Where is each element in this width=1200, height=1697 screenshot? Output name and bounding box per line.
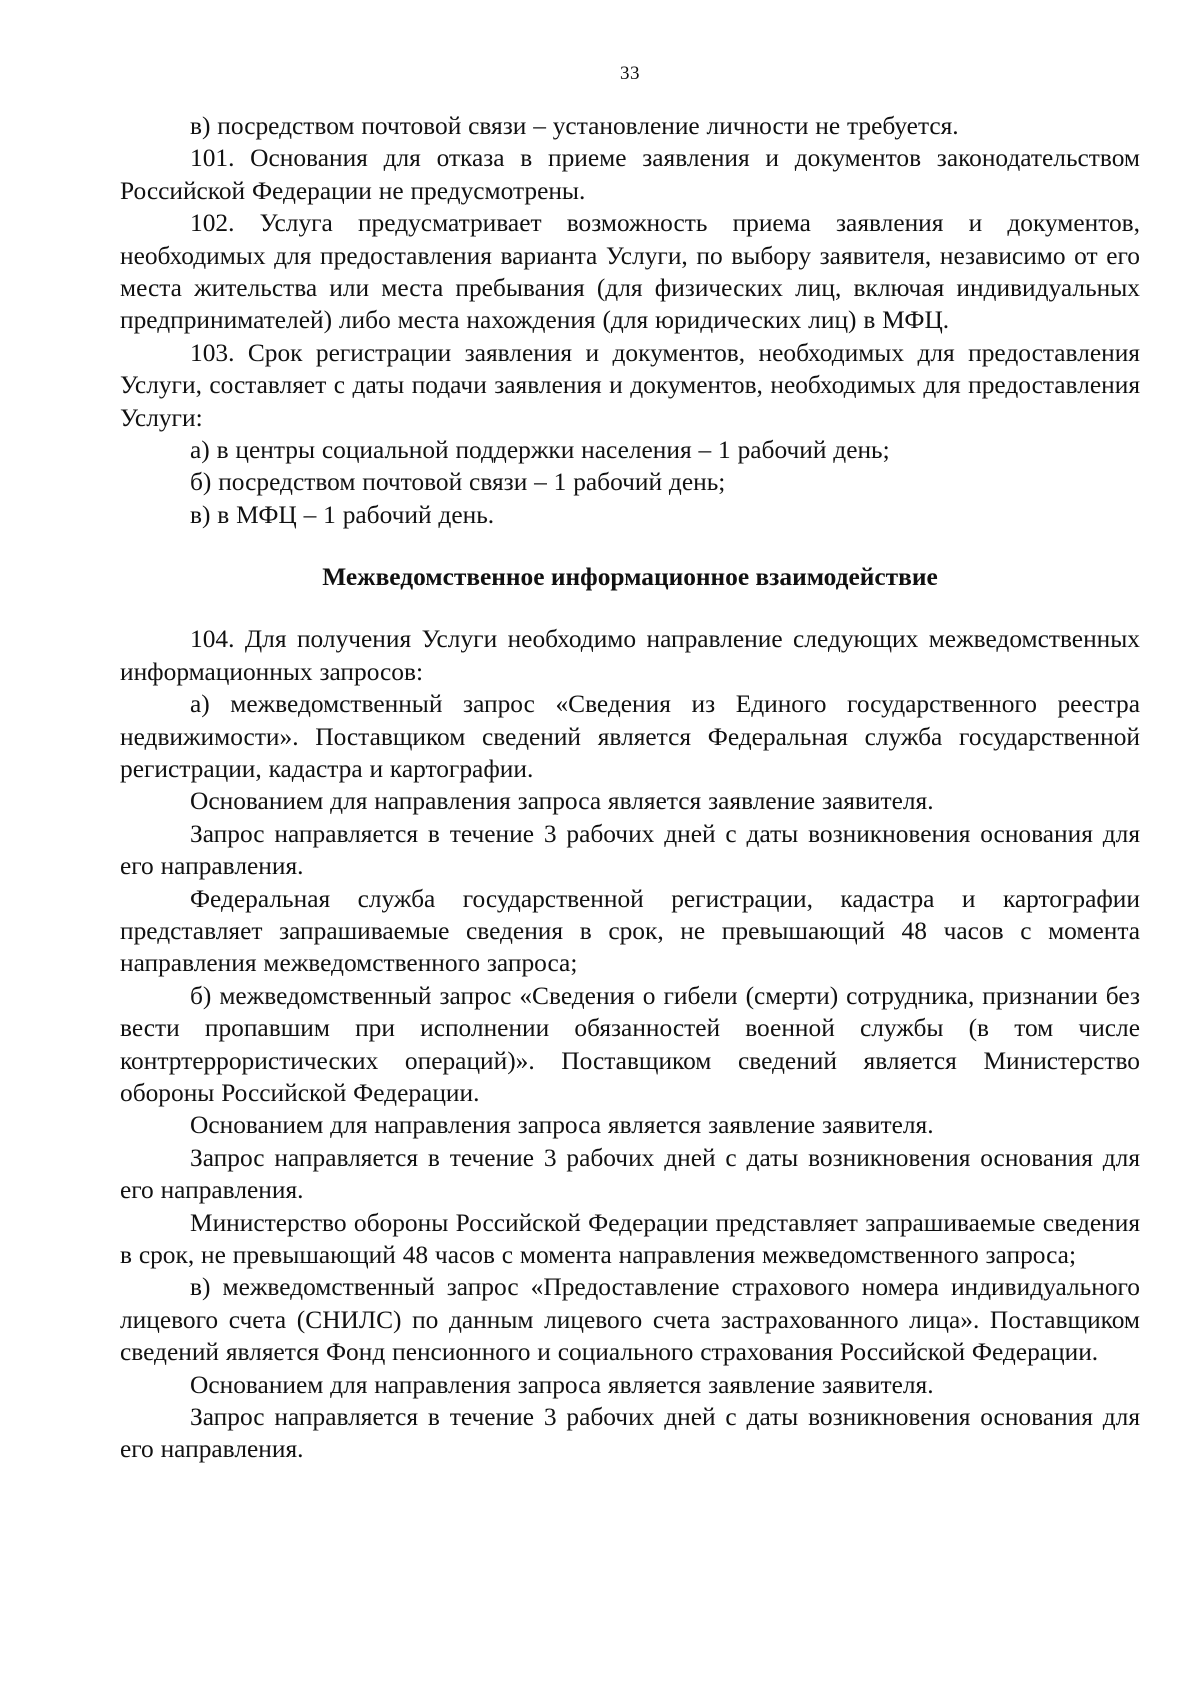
- paragraph-104-b-response: Министерство обороны Российской Федерации представляет запрашиваемые сведения в срок, не превышающий 48 часов с момента направления межведомственного запроса;: [120, 1208, 1140, 1269]
- paragraph-104-a-response: Федеральная служба государственной регистрации, кадастра и картографии представляет запрашиваемые сведения в срок, не превышающий 48 часов с момента направления межведомственного запроса;: [120, 884, 1140, 978]
- paragraph-104-a: а) межведомственный запрос «Сведения из Единого государственного реестра недвижимости». Поставщиком сведений является Федеральная служба государственной регистрации, кадастра и картографии.: [120, 690, 1140, 783]
- paragraph-103-b: б) посредством почтовой связи – 1 рабочий день;: [190, 468, 726, 497]
- document-body: [120, 110, 1140, 1466]
- paragraph-101: 101. Основания для отказа в приеме заявления и документов законодательством Российской Федерации не предусмотрены.: [120, 144, 1140, 205]
- paragraph-104: 104. Для получения Услуги необходимо направление следующих межведомственных информационных запросов:: [120, 625, 1140, 686]
- paragraph-104-a-timing: Запрос направляется в течение 3 рабочих дней с даты возникновения основания для его направления.: [120, 819, 1140, 881]
- paragraph-102: 102. Услуга предусматривает возможность приема заявления и документов, необходимых для предоставления варианта Услуги, по выбору заявителя, независимо от его места жительства или места пребывания (для физических лиц, включая индивидуальных предпринимателей) либо места нахождения (для юридических лиц) в МФЦ.: [120, 209, 1140, 335]
- section-heading: Межведомственное информационное взаимодействие: [322, 563, 938, 592]
- paragraph-identity-mail: в) посредством почтовой связи – установление личности не требуется.: [190, 112, 959, 140]
- paragraph-104-c: в) межведомственный запрос «Предоставление страхового номера индивидуального лицевого счета (СНИЛС) по данным лицевого счета застрахованного лица». Поставщиком сведений является Фонд пенсионного и социального страхования Российской Федерации.: [120, 1273, 1140, 1367]
- paragraph-104-b-basis: Основанием для направления запроса является заявление заявителя.: [190, 1111, 934, 1140]
- paragraph-104-b-timing: Запрос направляется в течение 3 рабочих дней с даты возникновения основания для его направления.: [120, 1143, 1140, 1205]
- paragraph-103-c: в) в МФЦ – 1 рабочий день.: [190, 500, 495, 529]
- paragraph-104-c-basis: Основанием для направления запроса является заявление заявителя.: [190, 1370, 934, 1399]
- paragraph-103: 103. Срок регистрации заявления и документов, необходимых для предоставления Услуги, составляет с даты подачи заявления и документов, необходимых для предоставления Услуги:: [120, 338, 1140, 432]
- page-number: 33: [620, 63, 640, 84]
- paragraph-103-a: а) в центры социальной поддержки населения – 1 рабочий день;: [190, 436, 890, 465]
- paragraph-104-a-basis: Основанием для направления запроса является заявление заявителя.: [190, 787, 934, 816]
- paragraph-104-b: б) межведомственный запрос «Сведения о гибели (смерти) сотрудника, признании без вести пропавшим при исполнении обязанностей военной службы (в том числе контртеррористических операций)». Поставщиком сведений является Министерство обороны Российской Федерации.: [120, 981, 1140, 1107]
- paragraph-104-c-timing: Запрос направляется в течение 3 рабочих дней с даты возникновения основания для его направления.: [120, 1403, 1140, 1464]
